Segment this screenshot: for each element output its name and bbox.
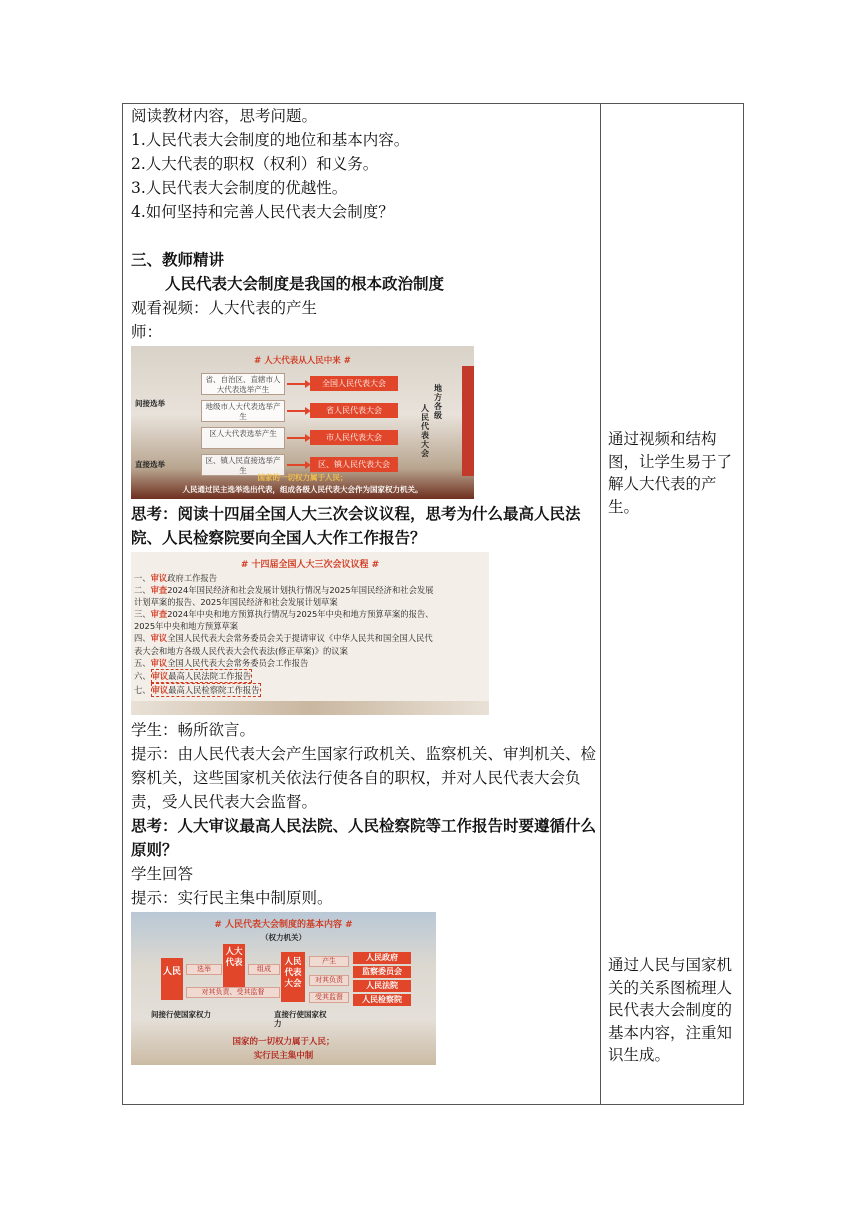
indirect-power-note: 间接行使国家权力	[151, 1010, 211, 1019]
fig1-box-3: 区人大代表选举产生	[201, 427, 285, 449]
direct-power-note: 直接行使国家权力	[274, 1010, 327, 1028]
arrow-icon	[287, 410, 307, 412]
congress-box: 人民代表大会	[281, 952, 305, 1002]
organ-supervision: 监察委员会	[353, 966, 411, 978]
fig1-box-2: 地级市人大代表选举产生	[201, 400, 285, 422]
agenda-item: 四、审议全国人民代表大会常务委员会关于提请审议《中华人民共和国全国人民代	[134, 633, 433, 644]
agenda-item: 表大会和地方各级人民代表大会代表法(修正草案)》的议案	[134, 645, 348, 656]
fig3-title: # 人民代表大会制度的基本内容 #	[214, 920, 353, 930]
arrow-icon	[287, 383, 307, 385]
people-box: 人民	[161, 958, 183, 1000]
section-heading: 三、教师精讲	[131, 250, 225, 269]
vertical-label-congress: 人民代表大会	[421, 404, 429, 458]
video-line: 观看视频：人大代表的产生	[131, 299, 318, 317]
activity-column	[131, 104, 596, 1068]
accountability-arrow: 对其负责、受其监督	[186, 987, 280, 998]
question-2: 2.人大代表的职权（权利）和义务。	[131, 155, 379, 173]
reading-prompt: 阅读教材内容，思考问题。	[131, 107, 318, 125]
pillar-decoration	[462, 366, 474, 476]
fig1-caption-2: 人民通过民主选举选出代表，组成各级人民代表大会作为国家权力机关。	[182, 485, 423, 494]
fig3-caption-1: 国家的一切权力属于人民；	[232, 1037, 335, 1047]
supervised-arrow: 受其监督	[309, 992, 349, 1003]
city-congress-box: 市人民代表大会	[310, 430, 398, 445]
arrow-icon	[287, 437, 307, 439]
column-divider	[600, 104, 601, 1104]
student-response-2: 学生回答	[131, 865, 194, 883]
organ-government: 人民政府	[353, 952, 411, 964]
design-note-2: 通过人民与国家机关的关系图梳理人民代表大会制度的基本内容，注重知识生成。	[608, 956, 733, 1064]
responsible-arrow: 对其负责	[309, 975, 349, 986]
agenda-item-court: 六、审议最高人民法院工作报告	[134, 669, 486, 683]
teacher-label: 师：	[131, 323, 163, 341]
fig3-caption-2: 实行民主集中制	[253, 1051, 314, 1061]
fig2-title: # 十四届全国人大三次会议议程 #	[240, 560, 380, 570]
question-3: 3.人民代表大会制度的优越性。	[131, 179, 348, 197]
deputies-box: 人大代表	[223, 944, 245, 996]
sub-heading: 人民代表大会制度是我国的根本政治制度	[165, 274, 445, 293]
town-congress-box: 区、镇人民代表大会	[310, 457, 398, 472]
design-note-1: 通过视频和结构图，让学生易于了解人大代表的产生。	[608, 430, 733, 516]
fig2-footer-decoration	[131, 701, 489, 715]
think-question-1: 思考：阅读十四届全国人大三次会议议程，思考为什么最高人民法院、人民检察院要向全国人大作工作报告？	[131, 504, 581, 547]
fig1-title: # 人大代表从人民中来 #	[254, 356, 351, 366]
fig3-subtitle: （权力机关）	[261, 933, 306, 942]
provincial-congress-box: 省人民代表大会	[310, 403, 398, 418]
organ-court: 人民法院	[353, 980, 411, 992]
produce-arrow: 产生	[309, 956, 349, 967]
hint-2: 提示：实行民主集中制原则。	[131, 889, 333, 907]
lesson-table	[122, 103, 744, 1105]
agenda-list	[134, 572, 486, 697]
agenda-item: 计划草案的报告、2025年国民经济和社会发展计划草案	[134, 597, 338, 608]
agenda-item-procuratorate: 七、审议最高人民检察院工作报告	[134, 683, 486, 697]
form-arrow: 组成	[248, 964, 280, 975]
fig1-box-4: 区、镇人民直接选举产生	[201, 454, 285, 476]
question-1: 1.人民代表大会制度的地位和基本内容。	[131, 131, 410, 149]
deputy-election-diagram	[131, 346, 474, 499]
hint-1: 提示：由人民代表大会产生国家行政机关、监察机关、审判机关、检察机关，这些国家机关依法行使各自的职权，并对人民代表大会负责，受人民代表大会监督。	[131, 745, 597, 811]
indirect-election-label: 间接选举	[135, 399, 165, 408]
congress-system-diagram	[131, 912, 436, 1065]
vertical-label-local: 地方各级	[434, 384, 442, 420]
fig1-box-1: 省、自治区、直辖市人大代表选举产生	[201, 373, 285, 395]
agenda-item: 三、审查2024年中央和地方预算执行情况与2025年中央和地方预算草案的报告、	[134, 609, 434, 620]
agenda-item: 二、审查2024年国民经济和社会发展计划执行情况与2025年国民经济和社会发展	[134, 585, 434, 596]
session-agenda-image	[131, 552, 489, 715]
agenda-item: 五、审议全国人民代表大会常务委员会工作报告	[134, 657, 309, 668]
agenda-item: 2025年中央和地方预算草案	[134, 621, 239, 632]
organ-procuratorate: 人民检察院	[353, 994, 411, 1006]
national-congress-box: 全国人民代表大会	[310, 376, 398, 391]
student-response-1: 学生：畅所欲言。	[131, 721, 256, 739]
elect-arrow: 选举	[186, 964, 222, 975]
arrow-icon	[287, 464, 307, 466]
agenda-item: 一、审议政府工作报告	[134, 573, 218, 583]
fig1-caption-1: 国家的一切权力属于人民；	[257, 473, 348, 482]
question-4: 4.如何坚持和完善人民代表大会制度？	[131, 203, 394, 221]
direct-election-label: 直接选举	[135, 460, 165, 469]
think-question-2: 思考：人大审议最高人民法院、人民检察院等工作报告时要遵循什么原则？	[131, 816, 597, 859]
